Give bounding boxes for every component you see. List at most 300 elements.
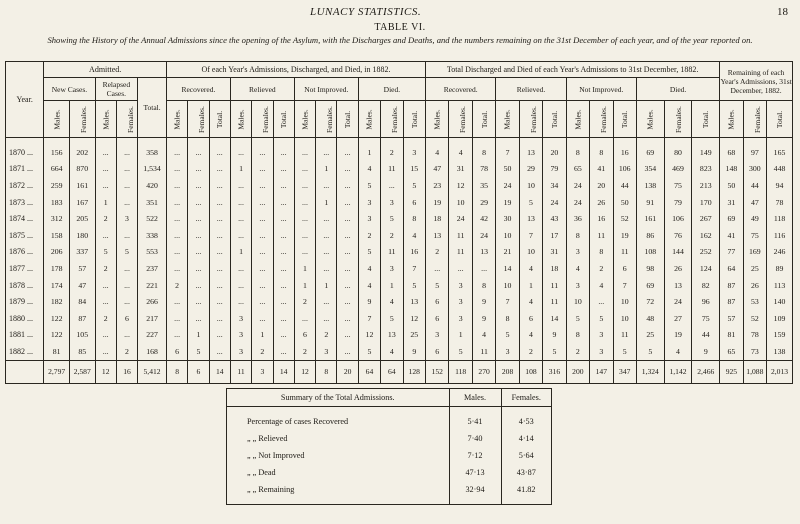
value-cell: 9 <box>472 310 495 327</box>
subheader-label: Males. <box>101 108 111 130</box>
table-row <box>6 227 793 244</box>
summary-box <box>226 388 552 505</box>
value-cell: ... <box>337 277 358 294</box>
value-cell: 9 <box>543 327 566 344</box>
value-cell: ... <box>209 210 230 227</box>
value-cell: 31 <box>543 244 566 261</box>
table-row <box>6 161 793 178</box>
value-cell: ... <box>252 227 273 244</box>
value-cell: 252 <box>692 244 720 261</box>
value-cell: 18 <box>426 210 449 227</box>
value-cell: 5 <box>636 343 664 360</box>
value-cell: ... <box>166 177 187 194</box>
value-cell: 10 <box>613 293 636 310</box>
total-cell: 347 <box>613 360 636 383</box>
subheader-total <box>337 101 358 138</box>
value-cell: ... <box>166 194 187 211</box>
value-cell: 3 <box>403 138 426 161</box>
value-cell: 2 <box>116 343 137 360</box>
value-cell: 1,534 <box>138 161 167 178</box>
value-cell: ... <box>188 260 209 277</box>
summary-females-value: 43·87 <box>516 468 536 477</box>
value-cell: ... <box>252 310 273 327</box>
recovered-1882-header: Recovered. <box>166 78 230 101</box>
total-cell: 2,013 <box>767 360 793 383</box>
subheader-label: Females. <box>528 105 538 133</box>
value-cell: 13 <box>519 138 542 161</box>
value-cell: 2 <box>95 310 116 327</box>
value-cell: 3 <box>358 194 380 211</box>
year-cell: 1881 ... <box>6 327 44 344</box>
value-cell: 11 <box>381 161 403 178</box>
value-cell: ... <box>316 293 337 310</box>
total-cell: 6 <box>188 360 209 383</box>
value-cell: 8 <box>403 210 426 227</box>
value-cell: 64 <box>720 260 743 277</box>
value-cell: ... <box>337 293 358 310</box>
summary-row <box>227 464 551 481</box>
value-cell: 1 <box>358 138 380 161</box>
subheader-females <box>449 101 472 138</box>
page-header <box>0 6 800 22</box>
total-cell: 1,088 <box>743 360 766 383</box>
value-cell: ... <box>230 210 251 227</box>
table-subtitle: Showing the History of the Annual Admissions since the opening of the Asylum, with the Discharges and Deaths, and the numbers remaining on the 31st December of each year, and of the year reported on. <box>47 35 753 45</box>
total-cell: 2,466 <box>692 360 720 383</box>
relapsed-header: Relapsed Cases. <box>95 78 138 101</box>
value-cell: ... <box>166 210 187 227</box>
value-cell: 8 <box>472 277 495 294</box>
value-cell: 183 <box>44 194 70 211</box>
value-cell: 11 <box>472 343 495 360</box>
value-cell: 27 <box>664 310 692 327</box>
subheader-label: Females. <box>752 105 762 133</box>
value-cell: ... <box>116 161 137 178</box>
value-cell: 6 <box>426 293 449 310</box>
value-cell: 19 <box>664 327 692 344</box>
value-cell: ... <box>294 310 315 327</box>
value-cell: 14 <box>496 260 519 277</box>
table-row <box>6 138 793 161</box>
value-cell: 140 <box>767 293 793 310</box>
year-cell: 1875 ... <box>6 227 44 244</box>
value-cell: 3 <box>426 327 449 344</box>
value-cell: ... <box>273 277 294 294</box>
value-cell: 312 <box>44 210 70 227</box>
value-cell: 10 <box>496 277 519 294</box>
value-cell: 42 <box>472 210 495 227</box>
value-cell: 73 <box>743 343 766 360</box>
value-cell: 65 <box>566 161 589 178</box>
value-cell: ... <box>337 260 358 277</box>
value-cell: ... <box>337 210 358 227</box>
summary-females-value: 41.82 <box>517 485 536 494</box>
value-cell: 122 <box>44 327 70 344</box>
summary-males-value: 32·94 <box>449 481 501 498</box>
value-cell: 266 <box>138 293 167 310</box>
value-cell: 13 <box>664 277 692 294</box>
value-cell: 21 <box>496 244 519 261</box>
summary-row <box>227 481 551 498</box>
value-cell: ... <box>166 227 187 244</box>
value-cell: 138 <box>636 177 664 194</box>
value-cell: 13 <box>519 210 542 227</box>
value-cell: 6 <box>426 310 449 327</box>
value-cell: 3 <box>566 244 589 261</box>
value-cell: 50 <box>720 177 743 194</box>
value-cell: ... <box>166 244 187 261</box>
value-cell: 11 <box>449 227 472 244</box>
value-cell: ... <box>316 227 337 244</box>
value-cell: 86 <box>636 227 664 244</box>
value-cell: ... <box>337 138 358 161</box>
discharged-1882-header: Of each Year's Admissions, Discharged, and Died, in 1882. <box>166 62 425 78</box>
value-cell: 5 <box>188 343 209 360</box>
value-cell: 44 <box>613 177 636 194</box>
value-cell: 69 <box>636 138 664 161</box>
subheader-females <box>252 101 273 138</box>
value-cell: 87 <box>69 310 95 327</box>
value-cell: ... <box>116 277 137 294</box>
value-cell: 44 <box>692 327 720 344</box>
total-cell: 11 <box>230 360 251 383</box>
value-cell: 50 <box>496 161 519 178</box>
value-cell: 202 <box>69 138 95 161</box>
value-cell: 8 <box>566 227 589 244</box>
table-row <box>6 194 793 211</box>
value-cell: 9 <box>472 293 495 310</box>
value-cell: 337 <box>69 244 95 261</box>
subheader-label: Females. <box>78 105 88 133</box>
value-cell: 29 <box>472 194 495 211</box>
value-cell: 1 <box>316 277 337 294</box>
value-cell: 9 <box>403 343 426 360</box>
subheader-males <box>230 101 251 138</box>
subheader-females <box>743 101 766 138</box>
value-cell: 8 <box>472 138 495 161</box>
value-cell: 7 <box>403 260 426 277</box>
value-cell: 78 <box>472 161 495 178</box>
value-cell: 48 <box>636 310 664 327</box>
value-cell: 161 <box>636 210 664 227</box>
value-cell: 105 <box>69 327 95 344</box>
subheader-label: Females. <box>673 105 683 133</box>
value-cell: ... <box>95 293 116 310</box>
value-cell: ... <box>337 227 358 244</box>
value-cell: 34 <box>543 177 566 194</box>
total-cell: 208 <box>496 360 519 383</box>
value-cell: 3 <box>358 210 380 227</box>
new-cases-header: New Cases. <box>44 78 95 101</box>
value-cell: 19 <box>613 227 636 244</box>
value-cell: 3 <box>230 310 251 327</box>
subheader-total <box>613 101 636 138</box>
value-cell: 4 <box>519 327 542 344</box>
total-cell: 2,797 <box>44 360 70 383</box>
value-cell: 78 <box>743 327 766 344</box>
value-cell: ... <box>316 210 337 227</box>
subheader-label: Total. <box>279 110 289 128</box>
subheader-label: Total. <box>343 110 353 128</box>
value-cell: 81 <box>720 327 743 344</box>
total-cell: 64 <box>381 360 403 383</box>
value-cell: ... <box>95 343 116 360</box>
value-cell: 75 <box>743 227 766 244</box>
value-cell: ... <box>116 194 137 211</box>
subheader-females <box>519 101 542 138</box>
value-cell: 2 <box>426 244 449 261</box>
value-cell: 69 <box>720 210 743 227</box>
value-cell: 97 <box>743 138 766 161</box>
value-cell: 5 <box>358 177 380 194</box>
subheader-females <box>69 101 95 138</box>
subheader-label: Males. <box>726 108 736 130</box>
value-cell: ... <box>273 293 294 310</box>
value-cell: 1 <box>316 161 337 178</box>
value-cell: 182 <box>44 293 70 310</box>
value-cell: 1 <box>316 194 337 211</box>
summary-males-header: Males. <box>449 389 501 407</box>
value-cell: ... <box>166 293 187 310</box>
subheader-label: Males. <box>172 108 182 130</box>
value-cell: ... <box>209 194 230 211</box>
value-cell: 2 <box>381 138 403 161</box>
value-cell: 24 <box>472 227 495 244</box>
value-cell: 149 <box>692 138 720 161</box>
year-cell: 1870 ... <box>6 138 44 161</box>
value-cell: ... <box>316 244 337 261</box>
summary-label: „ „ Relieved <box>227 430 449 447</box>
total-cell <box>6 360 44 383</box>
value-cell: 11 <box>381 244 403 261</box>
value-cell: 167 <box>69 194 95 211</box>
value-cell: ... <box>116 138 137 161</box>
value-cell: 75 <box>664 177 692 194</box>
admissions-table <box>5 61 793 384</box>
value-cell: ... <box>166 327 187 344</box>
value-cell: ... <box>230 260 251 277</box>
value-cell: ... <box>316 310 337 327</box>
value-cell: 5 <box>116 244 137 261</box>
value-cell: 664 <box>44 161 70 178</box>
value-cell: 5 <box>358 343 380 360</box>
value-cell: 448 <box>767 161 793 178</box>
subheader-total <box>209 101 230 138</box>
value-cell: ... <box>188 244 209 261</box>
value-cell: ... <box>209 161 230 178</box>
value-cell: ... <box>337 310 358 327</box>
total-cell: 925 <box>720 360 743 383</box>
value-cell: ... <box>116 260 137 277</box>
value-cell: ... <box>273 210 294 227</box>
subheader-label: Females. <box>599 105 609 133</box>
value-cell: 106 <box>664 210 692 227</box>
value-cell: 25 <box>636 327 664 344</box>
value-cell: 116 <box>767 227 793 244</box>
value-cell: 2 <box>519 343 542 360</box>
summary-row <box>227 430 551 447</box>
value-cell: ... <box>294 161 315 178</box>
not-improved-1882-header: Not Improved. <box>294 78 358 101</box>
subheader-label: Total. <box>549 110 559 128</box>
value-cell: 1 <box>95 194 116 211</box>
value-cell: 122 <box>44 310 70 327</box>
total-cell: 200 <box>566 360 589 383</box>
value-cell: 5 <box>426 277 449 294</box>
value-cell: ... <box>209 277 230 294</box>
value-cell: ... <box>273 343 294 360</box>
summary-males-value: 7·12 <box>449 447 501 464</box>
value-cell: 2 <box>590 260 613 277</box>
value-cell: 98 <box>636 260 664 277</box>
subheader-males <box>358 101 380 138</box>
value-cell: ... <box>230 293 251 310</box>
value-cell: 2 <box>358 227 380 244</box>
relieved-1882-header: Relieved <box>230 78 294 101</box>
summary-row <box>227 413 551 430</box>
remaining-header: Remaining of each Year's Admissions, 31st December, 1882. <box>720 62 793 101</box>
value-cell: 96 <box>692 293 720 310</box>
value-cell: ... <box>209 327 230 344</box>
admitted-total-header: Total. <box>138 78 167 138</box>
value-cell: ... <box>166 161 187 178</box>
subheader-males <box>294 101 315 138</box>
value-cell: 11 <box>613 244 636 261</box>
value-cell: 11 <box>543 277 566 294</box>
subheader-males <box>426 101 449 138</box>
value-cell: ... <box>230 277 251 294</box>
total-cell: 1,324 <box>636 360 664 383</box>
value-cell: ... <box>273 327 294 344</box>
value-cell: ... <box>273 227 294 244</box>
value-cell: 5 <box>403 277 426 294</box>
value-cell: ... <box>116 293 137 310</box>
value-cell: 7 <box>358 310 380 327</box>
total-cell: 8 <box>316 360 337 383</box>
total-cell: 108 <box>519 360 542 383</box>
year-header: Year. <box>6 62 44 138</box>
year-cell: 1874 ... <box>6 210 44 227</box>
total-cell: 12 <box>95 360 116 383</box>
value-cell: 10 <box>449 194 472 211</box>
value-cell: ... <box>252 177 273 194</box>
summary-males-value: 7·40 <box>449 430 501 447</box>
value-cell: 217 <box>138 310 167 327</box>
value-cell: 4 <box>381 293 403 310</box>
value-cell: ... <box>188 210 209 227</box>
value-cell: 6 <box>519 310 542 327</box>
value-cell: ... <box>472 260 495 277</box>
value-cell: 4 <box>358 161 380 178</box>
value-cell: 77 <box>720 244 743 261</box>
year-cell: 1879 ... <box>6 293 44 310</box>
value-cell: 3 <box>381 194 403 211</box>
value-cell: 144 <box>664 244 692 261</box>
total-cell: 8 <box>166 360 187 383</box>
subheader-total <box>403 101 426 138</box>
value-cell: 3 <box>449 293 472 310</box>
value-cell: 4 <box>403 227 426 244</box>
subheader-label: Males. <box>300 108 310 130</box>
value-cell: 9 <box>358 293 380 310</box>
value-cell: 162 <box>692 227 720 244</box>
value-cell: 4 <box>590 277 613 294</box>
value-cell: 8 <box>590 244 613 261</box>
total-cell: 16 <box>116 360 137 383</box>
value-cell: 178 <box>44 260 70 277</box>
summary-label: „ „ Not Improved <box>227 447 449 464</box>
value-cell: ... <box>188 194 209 211</box>
value-cell: 267 <box>692 210 720 227</box>
value-cell: 156 <box>44 138 70 161</box>
subheader-females <box>188 101 209 138</box>
subheader-females <box>664 101 692 138</box>
value-cell: 4 <box>472 327 495 344</box>
value-cell: 8 <box>590 138 613 161</box>
value-cell: 79 <box>543 161 566 178</box>
total-cell: 1,142 <box>664 360 692 383</box>
value-cell: 11 <box>449 244 472 261</box>
died-total-header: Died. <box>636 78 719 101</box>
value-cell: 68 <box>720 138 743 161</box>
value-cell: 148 <box>720 161 743 178</box>
value-cell: 44 <box>743 177 766 194</box>
value-cell: 5 <box>519 194 542 211</box>
value-cell: 3 <box>316 343 337 360</box>
value-cell: 351 <box>138 194 167 211</box>
value-cell: 75 <box>692 310 720 327</box>
value-cell: ... <box>95 277 116 294</box>
value-cell: 18 <box>543 260 566 277</box>
value-cell: 5 <box>358 244 380 261</box>
value-cell: ... <box>188 161 209 178</box>
value-cell: 57 <box>69 260 95 277</box>
value-cell: 13 <box>381 327 403 344</box>
year-cell: 1873 ... <box>6 194 44 211</box>
value-cell: 3 <box>116 210 137 227</box>
value-cell: ... <box>252 161 273 178</box>
year-cell: 1871 ... <box>6 161 44 178</box>
value-cell: 76 <box>664 227 692 244</box>
value-cell: 3 <box>449 277 472 294</box>
summary-label: Percentage of cases Recovered <box>227 413 449 430</box>
value-cell: 57 <box>720 310 743 327</box>
total-cell: 3 <box>252 360 273 383</box>
total-cell: 20 <box>337 360 358 383</box>
subheader-males <box>166 101 187 138</box>
value-cell: 11 <box>613 327 636 344</box>
value-cell: 49 <box>743 210 766 227</box>
value-cell: 10 <box>613 310 636 327</box>
subheader-females <box>316 101 337 138</box>
table-row <box>6 293 793 310</box>
value-cell: ... <box>337 327 358 344</box>
value-cell: 11 <box>543 293 566 310</box>
value-cell: 2 <box>252 343 273 360</box>
value-cell: 26 <box>743 277 766 294</box>
subheader-males <box>95 101 116 138</box>
subheader-females <box>590 101 613 138</box>
subheader-label: Total. <box>479 110 489 128</box>
subheader-label: Total. <box>775 110 785 128</box>
year-cell: 1882 ... <box>6 343 44 360</box>
value-cell: 11 <box>590 227 613 244</box>
total-cell: 5,412 <box>138 360 167 383</box>
value-cell: ... <box>252 260 273 277</box>
value-cell: 19 <box>426 194 449 211</box>
value-cell: 1 <box>294 260 315 277</box>
subheader-males <box>636 101 664 138</box>
